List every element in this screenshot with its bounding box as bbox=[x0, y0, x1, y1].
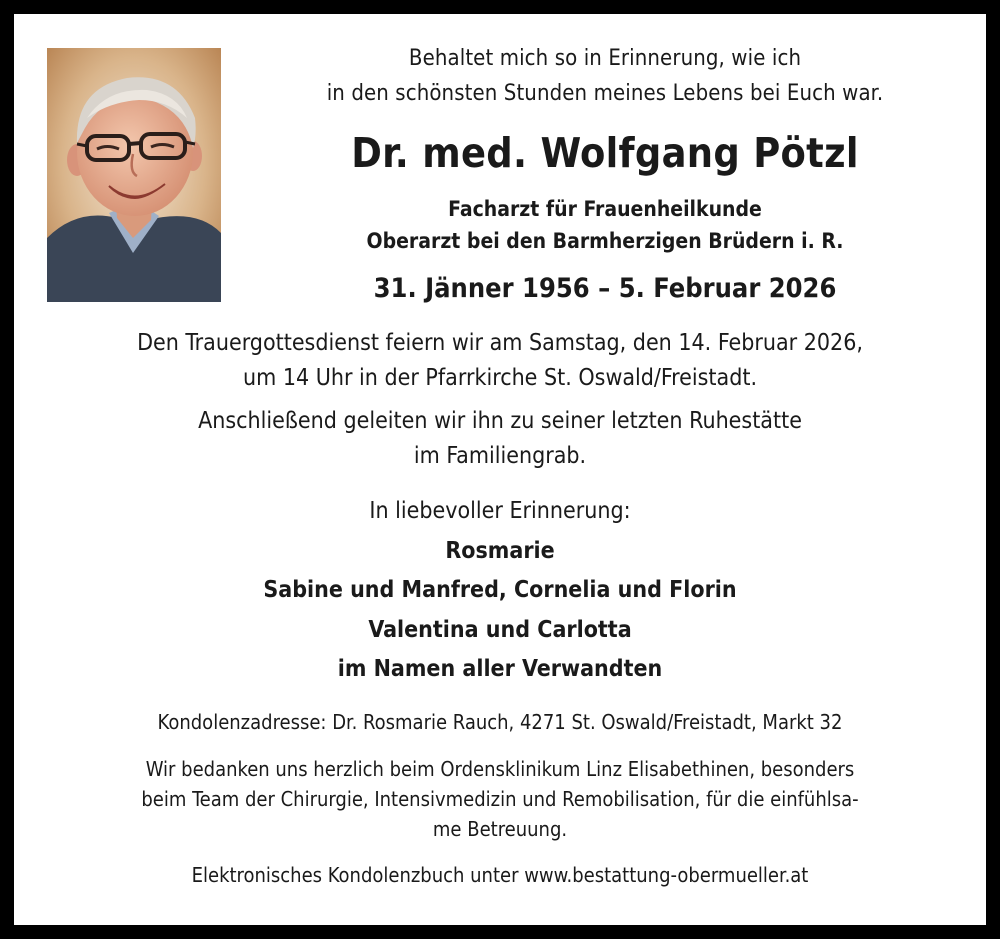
mourner-line-1: Rosmarie bbox=[445, 538, 555, 564]
condolence-address: Kondolenzadresse: Dr. Rosmarie Rauch, 4271 St. Oswald/Freistadt, Markt 32 bbox=[157, 710, 843, 734]
life-dates: 31. Jänner 1956 – 5. Februar 2026 bbox=[373, 273, 837, 304]
mourner-line-3: Valentina und Carlotta bbox=[368, 617, 632, 643]
mourner-line-2: Sabine und Manfred, Cornelia und Florin bbox=[263, 577, 737, 603]
thanks-line-3: me Betreuung. bbox=[432, 817, 568, 841]
thanks-line-1: Wir bedanken uns herzlich beim Ordensklinikum Linz Elisabethinen, besonders bbox=[145, 757, 855, 781]
service-line-3: Anschließend geleiten wir ihn zu seiner letzten Ruhestätte bbox=[198, 408, 802, 434]
online-condolence-book: Elektronisches Kondolenzbuch unter www.bestattung-obermueller.at bbox=[191, 863, 809, 887]
deceased-name: Dr. med. Wolfgang Pötzl bbox=[351, 129, 859, 177]
service-line-2: um 14 Uhr in der Pfarrkirche St. Oswald/Freistadt. bbox=[242, 365, 758, 391]
mourner-line-4: im Namen aller Verwandten bbox=[337, 656, 663, 682]
service-line-1: Den Trauergottesdienst feiern wir am Samstag, den 14. Februar 2026, bbox=[137, 330, 863, 356]
quote-line-2: in den schönsten Stunden meines Lebens bei Euch war. bbox=[326, 81, 884, 106]
deceased-title-2: Oberarzt bei den Barmherzigen Brüdern i. R. bbox=[366, 229, 844, 253]
deceased-title-1: Facharzt für Frauenheilkunde bbox=[448, 197, 762, 221]
portrait-photo bbox=[47, 48, 221, 302]
thanks-line-2: beim Team der Chirurgie, Intensivmedizin und Remobilisation, für die einfühlsa- bbox=[141, 787, 859, 811]
mourners-intro: In liebevoller Erinnerung: bbox=[369, 498, 631, 524]
service-line-4: im Familiengrab. bbox=[413, 443, 587, 469]
quote-line-1: Behaltet mich so in Erinnerung, wie ich bbox=[408, 46, 802, 71]
